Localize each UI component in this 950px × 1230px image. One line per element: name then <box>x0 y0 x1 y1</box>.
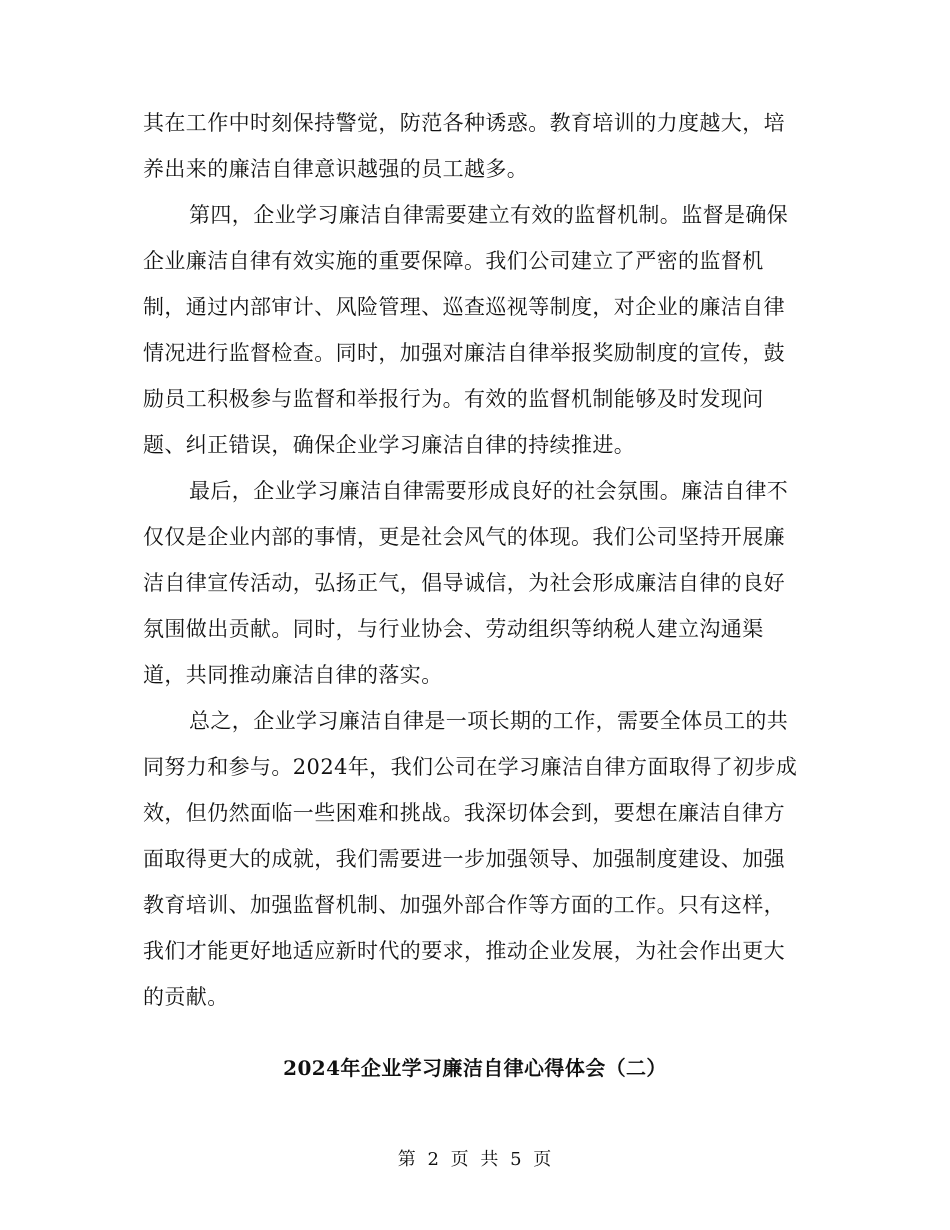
text-line: 氛围做出贡献。同时，与行业协会、劳动组织等纳税人建立沟通渠 <box>143 617 764 641</box>
text-line: 同努力和参与。2024年，我们公司在学习廉洁自律方面取得了初步成 <box>143 755 798 779</box>
text-line: 最后，企业学习廉洁自律需要形成良好的社会氛围。廉洁自律不 <box>189 479 789 503</box>
paragraph-supervision <box>143 192 808 468</box>
text-line: 养出来的廉洁自律意识越强的员工越多。 <box>143 157 529 181</box>
paragraph-social-atmosphere <box>143 468 808 698</box>
text-line: 励员工积极参与监督和举报行为。有效的监督机制能够及时发现问 <box>143 387 764 411</box>
text-line: 洁自律宣传活动，弘扬正气，倡导诚信，为社会形成廉洁自律的良好 <box>143 571 785 595</box>
text-line: 制，通过内部审计、风险管理、巡查巡视等制度，对企业的廉洁自律 <box>143 295 785 319</box>
text-line: 教育培训、加强监督机制、加强外部合作等方面的工作。只有这样， <box>143 893 785 917</box>
text-line: 企业廉洁自律有效实施的重要保障。我们公司建立了严密的监督机 <box>143 249 764 273</box>
text-line: 的贡献。 <box>143 985 229 1009</box>
text-line: 第四，企业学习廉洁自律需要建立有效的监督机制。监督是确保 <box>189 203 789 227</box>
text-line: 效，但仍然面临一些困难和挑战。我深切体会到，要想在廉洁自律方 <box>143 801 785 825</box>
page-footer <box>0 1147 950 1173</box>
text-line: 道，共同推动廉洁自律的落实。 <box>143 663 443 687</box>
paragraph-continuation <box>143 100 808 192</box>
section-title: 2024年企业学习廉洁自律心得体会（二） <box>283 1056 667 1080</box>
text-line: 其在工作中时刻保持警觉，防范各种诱惑。教育培训的力度越大，培 <box>143 111 785 135</box>
text-line: 情况进行监督检查。同时，加强对廉洁自律举报奖励制度的宣传，鼓 <box>143 341 785 365</box>
page-number-label: 第 2 页 共 5 页 <box>397 1149 553 1170</box>
text-line: 仅仅是企业内部的事情，更是社会风气的体现。我们公司坚持开展廉 <box>143 525 785 549</box>
paragraph-conclusion <box>143 698 808 1020</box>
text-line: 总之，企业学习廉洁自律是一项长期的工作，需要全体员工的共 <box>189 709 789 733</box>
text-line: 我们才能更好地适应新时代的要求，推动企业发展，为社会作出更大 <box>143 939 785 963</box>
text-line: 面取得更大的成就，我们需要进一步加强领导、加强制度建设、加强 <box>143 847 785 871</box>
document-body <box>143 100 808 1020</box>
text-line: 题、纠正错误，确保企业学习廉洁自律的持续推进。 <box>143 433 636 457</box>
